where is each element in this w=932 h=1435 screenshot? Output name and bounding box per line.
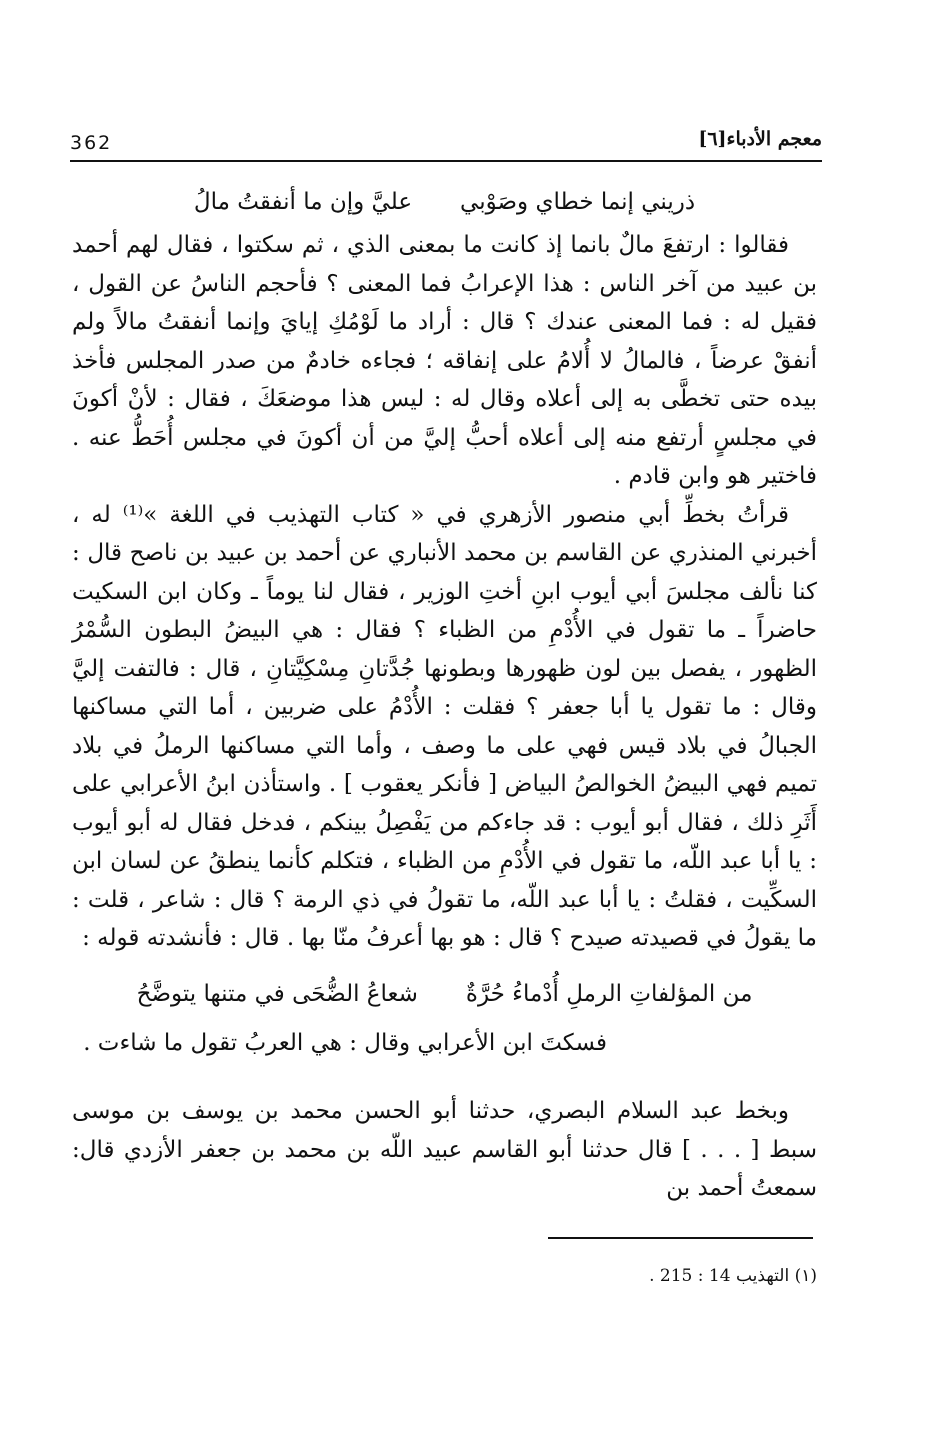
main-text (72, 180, 817, 1208)
header-rule (70, 160, 822, 162)
verse-first-hemistich: ذريني إنما خطاي وصَوْبي (460, 189, 696, 215)
paragraph: فسكتَ ابن الأعرابي وقال : هي العربُ تقول ما شاءت . (83, 1029, 607, 1056)
page-number: 362 (70, 132, 113, 154)
verse-first-hemistich: من المؤلفاتِ الرملِ أُدْماءُ حُرَّةٌ (465, 980, 753, 1007)
verse-second-hemistich: عليَّ وإن ما أنفقتُ مالُ (193, 189, 413, 215)
footnote: (١) التهذيب 14 : 215 . (649, 1266, 817, 1286)
paragraph: قرأتُ بخطِّ أبي منصور الأزهري في « كتاب التهذيب في اللغة »⁽¹⁾ له ، أخبرني المنذري عن القاسم بن محمد الأنباري عن أحمد بن عبيد بن ناصح قال : كنا نألف مجلسَ أبي أيوب ابنِ أختِ الوزير ، فقال لنا يوماً ـ وكان ابن السكيت حاضراً ـ ما تقول في الأُدْمِ من الظباء ؟ فقال : هي البيضُ البطون السُّمْرُ الظهور ، يفصل بين لون ظهورها وبطونها جُدَّتانِ مِسْكِيَّتانِ ، قال : فالتفت إليَّ وقال : ما تقول يا أبا جعفر ؟ فقلت : الأُدْمُ على ضربين ، أما التي مساكنها الجبالُ في بلاد قيس فهي على ما وصف ، وأما التي مساكنها الرملُ في بلاد تميم فهي البيضُ الخوالصُ البياض [ فأنكر يعقوب ] . واستأذن ابنُ الأعرابي على أَثَرِ ذلك ، فقال أبو أيوب : قد جاءكم من يَفْصِلُ بينكم ، فدخل فقال له أبو أيوب : يا أبا عبد اللّه، ما تقول في الأُدْمِ من الظباء ، فتكلم كأنما ينطقُ عن لسان ابن السكِّيت ، فقلتُ : يا أبا عبد اللّه، ما تقولُ في ذي الرمة ؟ قال : شاعر ، قلت : ما يقولُ في قصيدته صيدح ؟ قال : هو بها أعرفُ منّا بها . قال : فأنشدته قوله : (72, 501, 818, 951)
verse-line (72, 972, 817, 1016)
running-title: معجم الأدباء[٦] (698, 128, 822, 150)
page-header (70, 128, 822, 164)
verse-line (72, 180, 817, 224)
paragraph: وبخط عبد السلام البصري، حدثنا أبو الحسن محمد بن يوسف بن موسى سبط [ . . . ] قال حدثنا أبو القاسم عبيد اللّه بن محمد بن جعفر الأزدي قال: سمعتُ أحمد بن (72, 1098, 817, 1201)
footnote-rule (548, 1237, 813, 1239)
verse-second-hemistich: شعاعُ الضُّحَى في متنها يتوضَّحُ (136, 980, 418, 1007)
paragraph: فقالوا : ارتفعَ مالٌ بانما إذ كانت ما بمعنى الذي ، ثم سكتوا ، فقال لهم أحمد بن عبيد من آخر الناس : هذا الإعرابُ فما المعنى ؟ فأحجم الناسُ عن القول ، فقيل له : فما المعنى عندك ؟ قال : أراد ما لَوْمُكِ إيايَ وإنما أنفقتُ مالاً ولم أنفقْ عرضاً ، فالمالُ لا أُلامُ على إنفاقه ؛ فجاءه خادمٌ من صدر المجلس فأخذ بيده حتى تخطَّى به إلى أعلاه وقال له : ليس هذا موضعَكَ ، فقال : لأنْ أكونَ في مجلسٍ أرتفع منه إلى أعلاه أحبُّ إليَّ من أن أكونَ في مجلس أُحَطُّ عنه . فاختير هو وابن قادم . (72, 232, 817, 489)
spacer (72, 1062, 817, 1092)
